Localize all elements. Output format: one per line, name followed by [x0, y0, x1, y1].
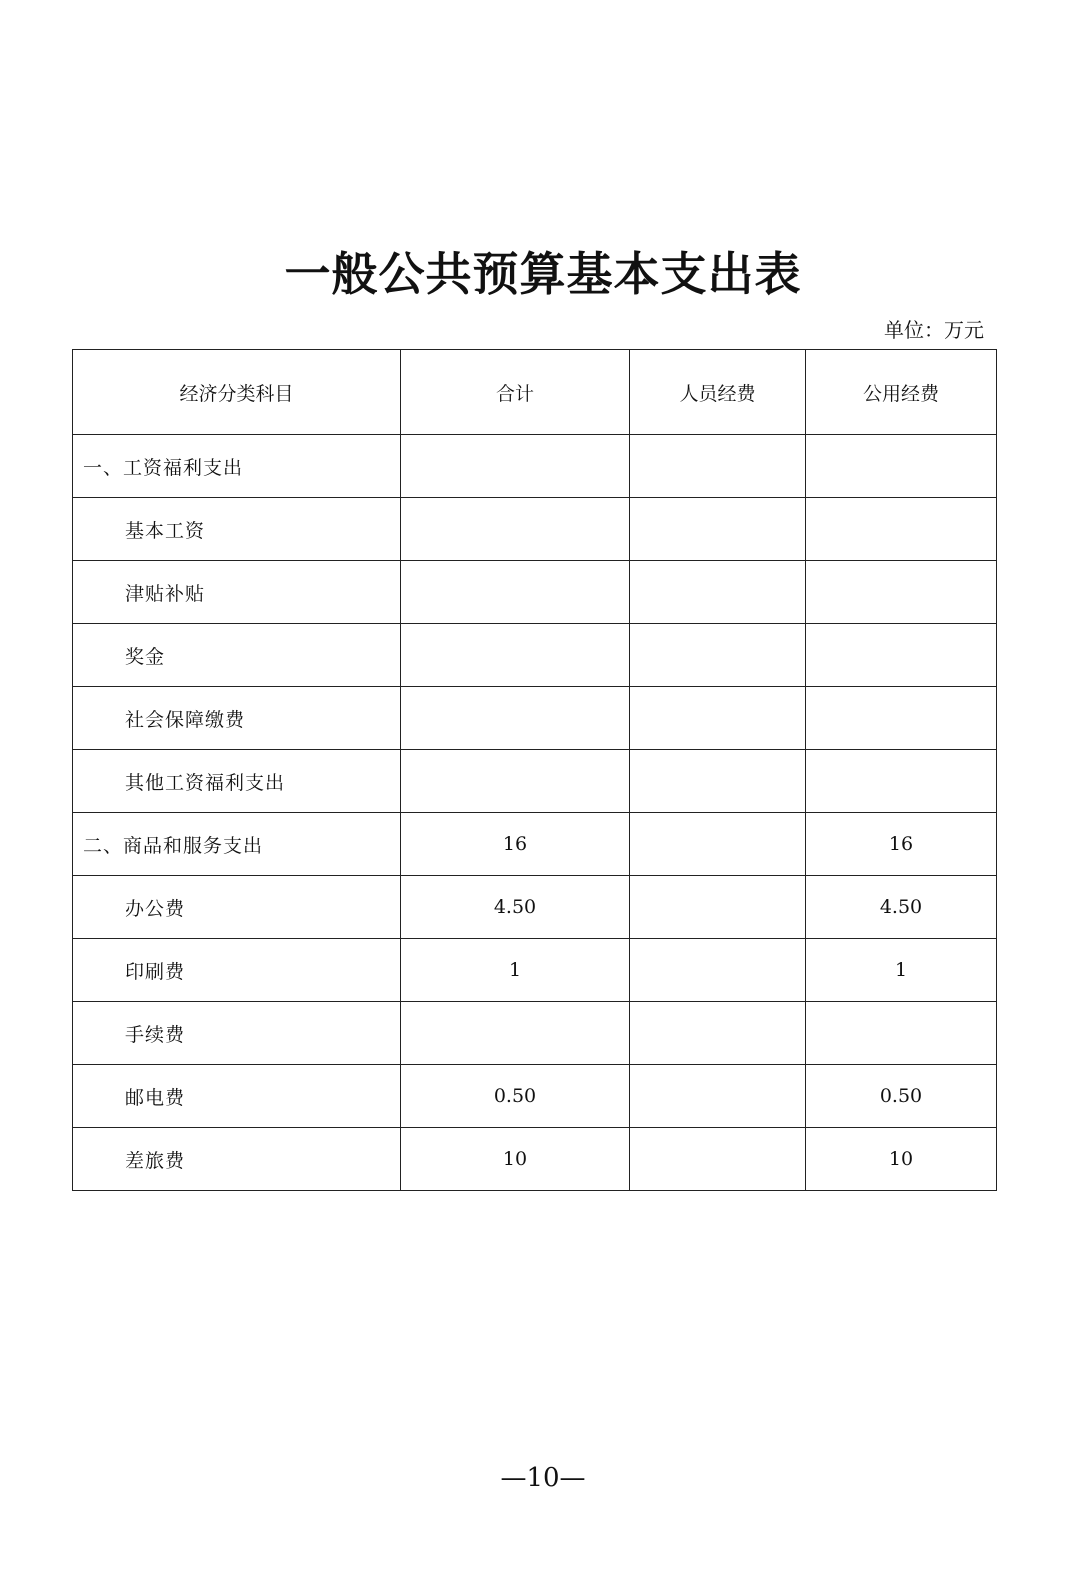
table-header-row: [73, 350, 997, 435]
cell-public: [806, 435, 997, 498]
table-row: [73, 1002, 997, 1065]
budget-table: [72, 349, 997, 1191]
cell-public: [806, 561, 997, 624]
cell-public: 0.50: [806, 1065, 997, 1128]
table-row: [73, 750, 997, 813]
row-label: 社会保障缴费: [73, 687, 401, 750]
table-row: [73, 1128, 997, 1191]
row-label: 邮电费: [73, 1065, 401, 1128]
cell-public: [806, 498, 997, 561]
cell-public: [806, 687, 997, 750]
cell-total: [401, 435, 630, 498]
cell-total: 10: [401, 1128, 630, 1191]
table-row: [73, 624, 997, 687]
cell-personnel: [630, 687, 806, 750]
cell-total: 0.50: [401, 1065, 630, 1128]
row-label: 二、商品和服务支出: [73, 813, 401, 876]
column-header-category: 经济分类科目: [73, 350, 401, 435]
cell-public: 4.50: [806, 876, 997, 939]
cell-personnel: [630, 435, 806, 498]
cell-total: 4.50: [401, 876, 630, 939]
cell-public: [806, 1002, 997, 1065]
cell-total: [401, 624, 630, 687]
unit-label: 单位：万元: [884, 318, 984, 342]
cell-personnel: [630, 876, 806, 939]
cell-personnel: [630, 624, 806, 687]
table-row: [73, 939, 997, 1002]
cell-total: [401, 1002, 630, 1065]
table-row: [73, 876, 997, 939]
table-row: [73, 561, 997, 624]
cell-total: 16: [401, 813, 630, 876]
table-row: [73, 435, 997, 498]
cell-personnel: [630, 498, 806, 561]
cell-personnel: [630, 1002, 806, 1065]
cell-total: [401, 561, 630, 624]
row-label: 手续费: [73, 1002, 401, 1065]
column-header-total: 合计: [401, 350, 630, 435]
cell-personnel: [630, 813, 806, 876]
row-label: 印刷费: [73, 939, 401, 1002]
row-label: 奖金: [73, 624, 401, 687]
cell-total: [401, 687, 630, 750]
row-label: 其他工资福利支出: [73, 750, 401, 813]
page-number: —10—: [500, 1463, 586, 1493]
column-header-public: 公用经费: [806, 350, 997, 435]
table-row: [73, 687, 997, 750]
cell-total: 1: [401, 939, 630, 1002]
row-label: 一、工资福利支出: [73, 435, 401, 498]
cell-total: [401, 750, 630, 813]
cell-personnel: [630, 750, 806, 813]
column-header-personnel: 人员经费: [630, 350, 806, 435]
cell-personnel: [630, 939, 806, 1002]
cell-personnel: [630, 1128, 806, 1191]
cell-total: [401, 498, 630, 561]
table-row: [73, 813, 997, 876]
row-label: 差旅费: [73, 1128, 401, 1191]
page-title: 一般公共预算基本支出表: [284, 247, 802, 301]
cell-public: [806, 750, 997, 813]
table-row: [73, 498, 997, 561]
cell-public: 1: [806, 939, 997, 1002]
row-label: 办公费: [73, 876, 401, 939]
table-row: [73, 1065, 997, 1128]
cell-personnel: [630, 1065, 806, 1128]
cell-public: [806, 624, 997, 687]
cell-personnel: [630, 561, 806, 624]
cell-public: 10: [806, 1128, 997, 1191]
row-label: 基本工资: [73, 498, 401, 561]
row-label: 津贴补贴: [73, 561, 401, 624]
cell-public: 16: [806, 813, 997, 876]
